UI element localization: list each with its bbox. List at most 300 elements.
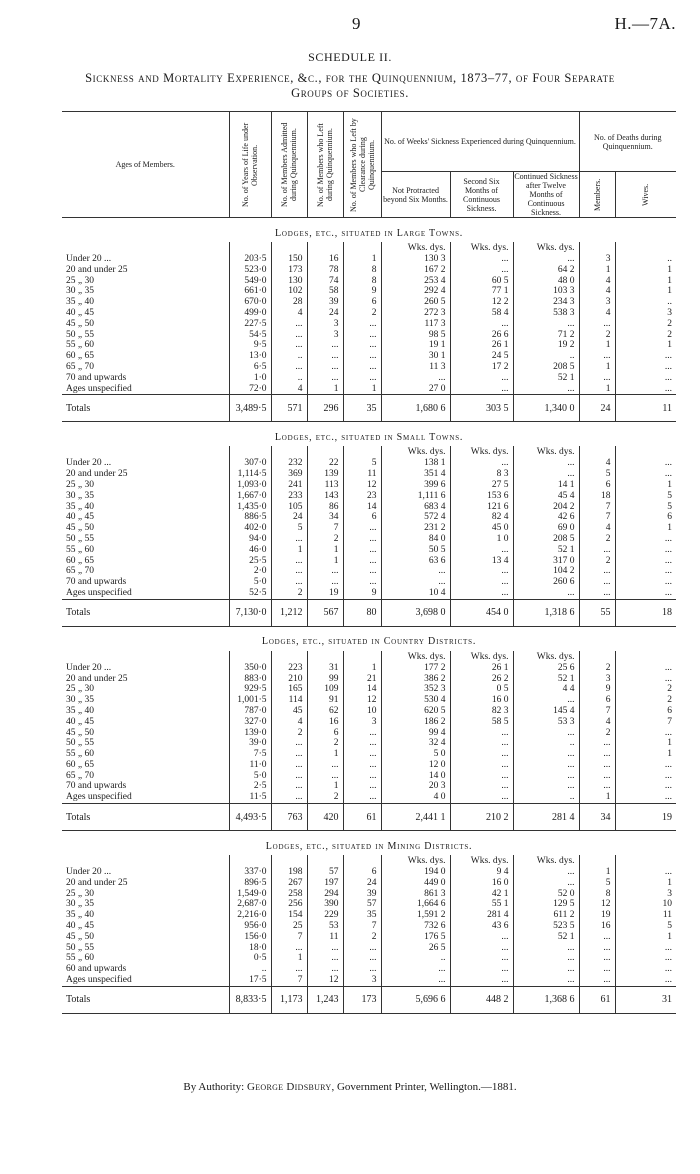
cell-value: 13·0 <box>229 351 271 362</box>
cell-value: 48 0 <box>513 276 579 287</box>
cell-value: 1 <box>615 878 676 889</box>
cell-value: 4 <box>579 523 615 534</box>
cell-value: 198 <box>271 867 307 878</box>
cell-value: ... <box>343 792 381 803</box>
table-row <box>62 749 676 760</box>
wks-dys-label: Wks. dys. <box>381 446 450 458</box>
age-label: 45 „ 50 <box>66 931 94 942</box>
cell-value: ... <box>381 577 450 588</box>
cell-value: 32 4 <box>381 738 450 749</box>
cell-value: 337·0 <box>229 867 271 878</box>
cell-value: 82 4 <box>450 512 513 523</box>
table-row <box>62 663 676 674</box>
cell-value: ... <box>615 534 676 545</box>
total-value: 2,441 1 <box>381 804 450 831</box>
cell-value: ... <box>513 760 579 771</box>
cell-value: 5 <box>615 921 676 932</box>
cell-value: 9 <box>579 684 615 695</box>
cell-value: 194 0 <box>381 867 450 878</box>
cell-value: 138 1 <box>381 458 450 469</box>
cell-value: 39·0 <box>229 738 271 749</box>
cell-value: 27 0 <box>381 384 450 395</box>
clearance-header: No. of Members who Left by Clearance during Quinquennium. <box>348 117 376 212</box>
cell-value: 1,591 2 <box>381 910 450 921</box>
table-row <box>62 910 676 921</box>
cell-value: 24 <box>343 878 381 889</box>
cell-value: 683 4 <box>381 502 450 513</box>
cell-value: ... <box>513 749 579 760</box>
cell-value: 3 <box>579 297 615 308</box>
age-label: Ages unspecified <box>66 383 132 394</box>
cell-value: 208 5 <box>513 362 579 373</box>
wks-dys-label: Wks. dys. <box>450 855 513 867</box>
cell-value: 307·0 <box>229 458 271 469</box>
cell-value: ... <box>513 695 579 706</box>
cell-value: ... <box>513 943 579 954</box>
cell-value: 11 3 <box>381 362 450 373</box>
cell-value: ... <box>343 523 381 534</box>
cell-value: 4 <box>271 384 307 395</box>
cell-value: ... <box>615 760 676 771</box>
printer-name: George Didsbury <box>246 1081 332 1093</box>
cell-value: 16 0 <box>450 695 513 706</box>
table-row <box>62 889 676 900</box>
cell-value: 19 1 <box>381 340 450 351</box>
total-value: 303 5 <box>450 395 513 422</box>
table-row <box>62 458 676 469</box>
cell-value: ... <box>307 953 343 964</box>
age-label: 35 „ 40 <box>66 501 94 512</box>
cell-value: ... <box>513 964 579 975</box>
page-reference: H.—7A. <box>614 14 676 33</box>
cell-value: 39 <box>307 297 343 308</box>
age-label: 40 „ 45 <box>66 716 94 727</box>
cell-value: 167 2 <box>381 265 450 276</box>
age-label: 50 „ 55 <box>66 942 94 953</box>
cell-value: 208 5 <box>513 534 579 545</box>
cell-value: 109 <box>307 684 343 695</box>
total-value: 80 <box>343 599 381 626</box>
total-value: 420 <box>307 804 343 831</box>
cell-value: 2 <box>271 728 307 739</box>
cell-value: ... <box>615 674 676 685</box>
cell-value: 156·0 <box>229 932 271 943</box>
cell-value: 1 <box>579 867 615 878</box>
age-label: 45 „ 50 <box>66 727 94 738</box>
table-row <box>62 254 676 265</box>
cell-value: .. <box>513 738 579 749</box>
cell-value: 35 <box>343 910 381 921</box>
cell-value: 1·0 <box>229 373 271 384</box>
table-title-line-2: Groups of Societies. <box>291 86 409 100</box>
cell-value: 14 0 <box>381 771 450 782</box>
age-label: 60 „ 65 <box>66 555 94 566</box>
cell-value: 58 5 <box>450 717 513 728</box>
cell-value: 1 <box>307 781 343 792</box>
table-row <box>62 706 676 717</box>
footer-suffix: , Government Printer, Wellington.—1881. <box>331 1081 517 1093</box>
table-row <box>62 695 676 706</box>
cell-value: 7 <box>343 921 381 932</box>
cell-value: ... <box>307 373 343 384</box>
cell-value: ... <box>343 534 381 545</box>
cell-value: 317 0 <box>513 556 579 567</box>
table-row <box>62 276 676 287</box>
table-row <box>62 781 676 792</box>
cell-value: ... <box>271 319 307 330</box>
cell-value: ... <box>307 943 343 954</box>
cell-value: 661·0 <box>229 286 271 297</box>
cell-value: ... <box>579 545 615 556</box>
left-header: No. of Members who Left during Quinquennium. <box>316 122 334 207</box>
cell-value: 3 <box>615 308 676 319</box>
cell-value: 10 <box>343 706 381 717</box>
cell-value: 9·5 <box>229 340 271 351</box>
cell-value: 8 3 <box>450 469 513 480</box>
table-row <box>62 480 676 491</box>
cell-value: 62 <box>307 706 343 717</box>
cell-value: 1 <box>343 254 381 265</box>
total-value: 3,489·5 <box>229 395 271 422</box>
cell-value: 26 2 <box>450 674 513 685</box>
cell-value: 150 <box>271 254 307 265</box>
table-row <box>62 362 676 373</box>
cell-value: 787·0 <box>229 706 271 717</box>
cell-value: ... <box>615 953 676 964</box>
schedule-title: SCHEDULE II. <box>308 50 392 64</box>
cell-value: .. <box>615 297 676 308</box>
cell-value: ... <box>343 781 381 792</box>
age-label: 30 „ 35 <box>66 695 94 706</box>
table-row <box>62 556 676 567</box>
cell-value: 4 0 <box>381 792 450 803</box>
cell-value: 52 1 <box>513 373 579 384</box>
cell-value: 84 0 <box>381 534 450 545</box>
cell-value: 1 <box>343 663 381 674</box>
cell-value: 102 <box>271 286 307 297</box>
cell-value: 34 <box>307 512 343 523</box>
sickness-table <box>62 111 676 1014</box>
cell-value: 20 3 <box>381 781 450 792</box>
cell-value: 204 2 <box>513 502 579 513</box>
cell-value: ... <box>513 384 579 395</box>
cell-value: 258 <box>271 889 307 900</box>
cell-value: 5 <box>579 878 615 889</box>
cell-value: 3 <box>579 254 615 265</box>
cell-value: 24 <box>271 512 307 523</box>
age-label: 65 „ 70 <box>66 361 94 372</box>
cell-value: 19 <box>579 910 615 921</box>
total-value: 173 <box>343 986 381 1013</box>
cell-value: 130 <box>271 276 307 287</box>
cell-value: 14 1 <box>513 480 579 491</box>
cell-value: 86 <box>307 502 343 513</box>
cell-value: ... <box>615 728 676 739</box>
cell-value: 1,111 6 <box>381 491 450 502</box>
cell-value: 16 <box>579 921 615 932</box>
cell-value: ... <box>343 566 381 577</box>
cell-value: 2 <box>579 663 615 674</box>
total-value: 567 <box>307 599 343 626</box>
totals-label: Totals <box>62 804 229 831</box>
cell-value: 99 4 <box>381 728 450 739</box>
cell-value: 16 <box>307 254 343 265</box>
cell-value: 5 <box>343 458 381 469</box>
cell-value: 54·5 <box>229 330 271 341</box>
cell-value: 4 <box>579 286 615 297</box>
cell-value: ... <box>615 384 676 395</box>
cell-value: 22 <box>307 458 343 469</box>
cell-value: ... <box>615 458 676 469</box>
cell-value: ... <box>271 943 307 954</box>
age-label: 50 „ 55 <box>66 329 94 340</box>
table-row <box>62 373 676 384</box>
cell-value: 53 <box>307 921 343 932</box>
cell-value: .. <box>271 373 307 384</box>
cell-value: ... <box>343 760 381 771</box>
cell-value: ... <box>615 588 676 599</box>
cell-value: 227·5 <box>229 319 271 330</box>
cell-value: 2 <box>579 534 615 545</box>
cell-value: 16 0 <box>450 878 513 889</box>
cell-value: 143 <box>307 491 343 502</box>
table-row <box>62 728 676 739</box>
cell-value: 1,093·0 <box>229 480 271 491</box>
cell-value: ... <box>579 781 615 792</box>
cell-value: 52 1 <box>513 545 579 556</box>
cell-value: 7 <box>307 523 343 534</box>
cell-value: 45 4 <box>513 491 579 502</box>
cell-value: 7 <box>615 717 676 728</box>
cell-value: 292 4 <box>381 286 450 297</box>
cell-value: 11 <box>307 932 343 943</box>
cell-value: 7 <box>271 932 307 943</box>
cell-value: 173 <box>271 265 307 276</box>
cell-value: 26 1 <box>450 663 513 674</box>
cell-value: 177 2 <box>381 663 450 674</box>
cell-value: 6 <box>343 867 381 878</box>
cell-value: ... <box>579 566 615 577</box>
cell-value: .. <box>513 351 579 362</box>
total-value: 296 <box>307 395 343 422</box>
cell-value: 7 <box>579 512 615 523</box>
cell-value: 12 <box>579 899 615 910</box>
cell-value: ... <box>271 771 307 782</box>
cell-value: 4 <box>579 308 615 319</box>
cell-value: ... <box>343 545 381 556</box>
cell-value: ... <box>615 469 676 480</box>
cell-value: 154 <box>271 910 307 921</box>
cell-value: 139·0 <box>229 728 271 739</box>
cell-value: 2 <box>615 330 676 341</box>
age-label: 35 „ 40 <box>66 297 94 308</box>
cell-value: ... <box>271 792 307 803</box>
table-row <box>62 330 676 341</box>
cell-value: 4 <box>271 308 307 319</box>
cell-value: ... <box>513 953 579 964</box>
cell-value: 11·5 <box>229 792 271 803</box>
total-value: 34 <box>579 804 615 831</box>
cell-value: ... <box>579 771 615 782</box>
cell-value: ... <box>343 964 381 975</box>
total-value: 3,698 0 <box>381 599 450 626</box>
age-label: 50 „ 55 <box>66 533 94 544</box>
table-row <box>62 588 676 599</box>
cell-value: 52 0 <box>513 889 579 900</box>
cell-value: ... <box>513 878 579 889</box>
cell-value: 929·5 <box>229 684 271 695</box>
cell-value: 58 <box>307 286 343 297</box>
cell-value: 386 2 <box>381 674 450 685</box>
cell-value: 23 <box>343 491 381 502</box>
cell-value: ... <box>450 373 513 384</box>
ages-header: Ages of Members. <box>62 112 229 218</box>
cell-value: 11 <box>343 469 381 480</box>
age-label: 50 „ 55 <box>66 738 94 749</box>
cell-value: 241 <box>271 480 307 491</box>
cell-value: ... <box>450 384 513 395</box>
cell-value: 12 <box>307 975 343 986</box>
cell-value: 10 4 <box>381 588 450 599</box>
age-label: 30 „ 35 <box>66 899 94 910</box>
age-label: 65 „ 70 <box>66 770 94 781</box>
cell-value: ... <box>579 943 615 954</box>
section-title: Lodges, etc., situated in Country Districts. <box>261 636 477 648</box>
age-label: 25 „ 30 <box>66 275 94 286</box>
cell-value: ... <box>307 351 343 362</box>
cell-value: 31 <box>307 663 343 674</box>
cell-value: 94·0 <box>229 534 271 545</box>
cell-value: .. <box>615 254 676 265</box>
cell-value: ... <box>450 588 513 599</box>
cell-value: 6 <box>615 512 676 523</box>
cell-value: 3 <box>579 674 615 685</box>
cell-value: 64 2 <box>513 265 579 276</box>
cell-value: ... <box>579 975 615 986</box>
cell-value: 5·0 <box>229 771 271 782</box>
cell-value: 9 4 <box>450 867 513 878</box>
cell-value: 2 <box>615 319 676 330</box>
cell-value: 2 <box>579 728 615 739</box>
cell-value: 21 <box>343 674 381 685</box>
cell-value: ... <box>615 577 676 588</box>
cell-value: 12 2 <box>450 297 513 308</box>
total-value: 1,340 0 <box>513 395 579 422</box>
total-value: 35 <box>343 395 381 422</box>
cell-value: 8 <box>343 276 381 287</box>
cell-value: 9 <box>343 286 381 297</box>
cell-value: 13 4 <box>450 556 513 567</box>
age-label: 60 and upwards <box>66 964 127 975</box>
cell-value: 499·0 <box>229 308 271 319</box>
cell-value: 78 <box>307 265 343 276</box>
age-label: 20 and under 25 <box>66 673 128 684</box>
deaths-header: No. of Deaths during Quinquennium. <box>579 112 676 172</box>
age-label: 30 „ 35 <box>66 490 94 501</box>
cell-value: ... <box>450 577 513 588</box>
cell-value: ... <box>271 362 307 373</box>
wks-dys-label: Wks. dys. <box>450 651 513 663</box>
cell-value: 2 <box>307 534 343 545</box>
section-title: Lodges, etc., situated in Small Towns. <box>274 431 464 443</box>
cell-value: 3 <box>615 889 676 900</box>
age-label: 65 „ 70 <box>66 566 94 577</box>
cell-value: 538 3 <box>513 308 579 319</box>
age-label: Under 20 ... <box>66 254 112 264</box>
cell-value: 121 6 <box>450 502 513 513</box>
age-label: 70 and upwards <box>66 372 127 383</box>
cell-value: 2 <box>615 684 676 695</box>
cell-value: 956·0 <box>229 921 271 932</box>
table-row <box>62 545 676 556</box>
cell-value: 281 4 <box>450 910 513 921</box>
cell-value: 186 2 <box>381 717 450 728</box>
cell-value: 58 4 <box>450 308 513 319</box>
cell-value: ... <box>271 738 307 749</box>
cell-value: ... <box>381 566 450 577</box>
cell-value: 2 <box>579 556 615 567</box>
table-row <box>62 964 676 975</box>
total-value: 763 <box>271 804 307 831</box>
cell-value: 19 <box>307 588 343 599</box>
cell-value: ... <box>615 545 676 556</box>
cell-value: ... <box>343 943 381 954</box>
cell-value: ... <box>513 588 579 599</box>
cell-value: 611 2 <box>513 910 579 921</box>
cell-value: 732 6 <box>381 921 450 932</box>
table-row <box>62 674 676 685</box>
cell-value: 1 <box>343 384 381 395</box>
totals-row <box>62 804 676 831</box>
cell-value: 256 <box>271 899 307 910</box>
cell-value: 103 3 <box>513 286 579 297</box>
cell-value: 42 6 <box>513 512 579 523</box>
cell-value: 861 3 <box>381 889 450 900</box>
cell-value: 9 <box>343 588 381 599</box>
cell-value: ... <box>271 964 307 975</box>
total-value: 18 <box>615 599 676 626</box>
total-value: 8,833·5 <box>229 986 271 1013</box>
cell-value: ... <box>271 577 307 588</box>
cell-value: .. <box>381 953 450 964</box>
cell-value: ... <box>343 749 381 760</box>
age-label: 35 „ 40 <box>66 705 94 716</box>
cell-value: 549·0 <box>229 276 271 287</box>
cell-value: 74 <box>307 276 343 287</box>
table-row <box>62 512 676 523</box>
cell-value: 402·0 <box>229 523 271 534</box>
cell-value: 10 <box>615 899 676 910</box>
age-label: 40 „ 45 <box>66 921 94 932</box>
cell-value: ... <box>450 458 513 469</box>
cell-value: 26 1 <box>450 340 513 351</box>
cell-value: ... <box>513 469 579 480</box>
cell-value: 1 <box>615 276 676 287</box>
cell-value: 77 1 <box>450 286 513 297</box>
members-header: Members. <box>592 178 602 211</box>
cell-value: 253 4 <box>381 276 450 287</box>
cell-value: 129 5 <box>513 899 579 910</box>
table-row <box>62 899 676 910</box>
table-body <box>62 218 676 1014</box>
table-row <box>62 878 676 889</box>
age-label: Ages unspecified <box>66 587 132 598</box>
cell-value: 6·5 <box>229 362 271 373</box>
cell-value: ... <box>450 749 513 760</box>
cell-value: ... <box>450 319 513 330</box>
age-label: 60 „ 65 <box>66 351 94 362</box>
cell-value: ... <box>615 781 676 792</box>
